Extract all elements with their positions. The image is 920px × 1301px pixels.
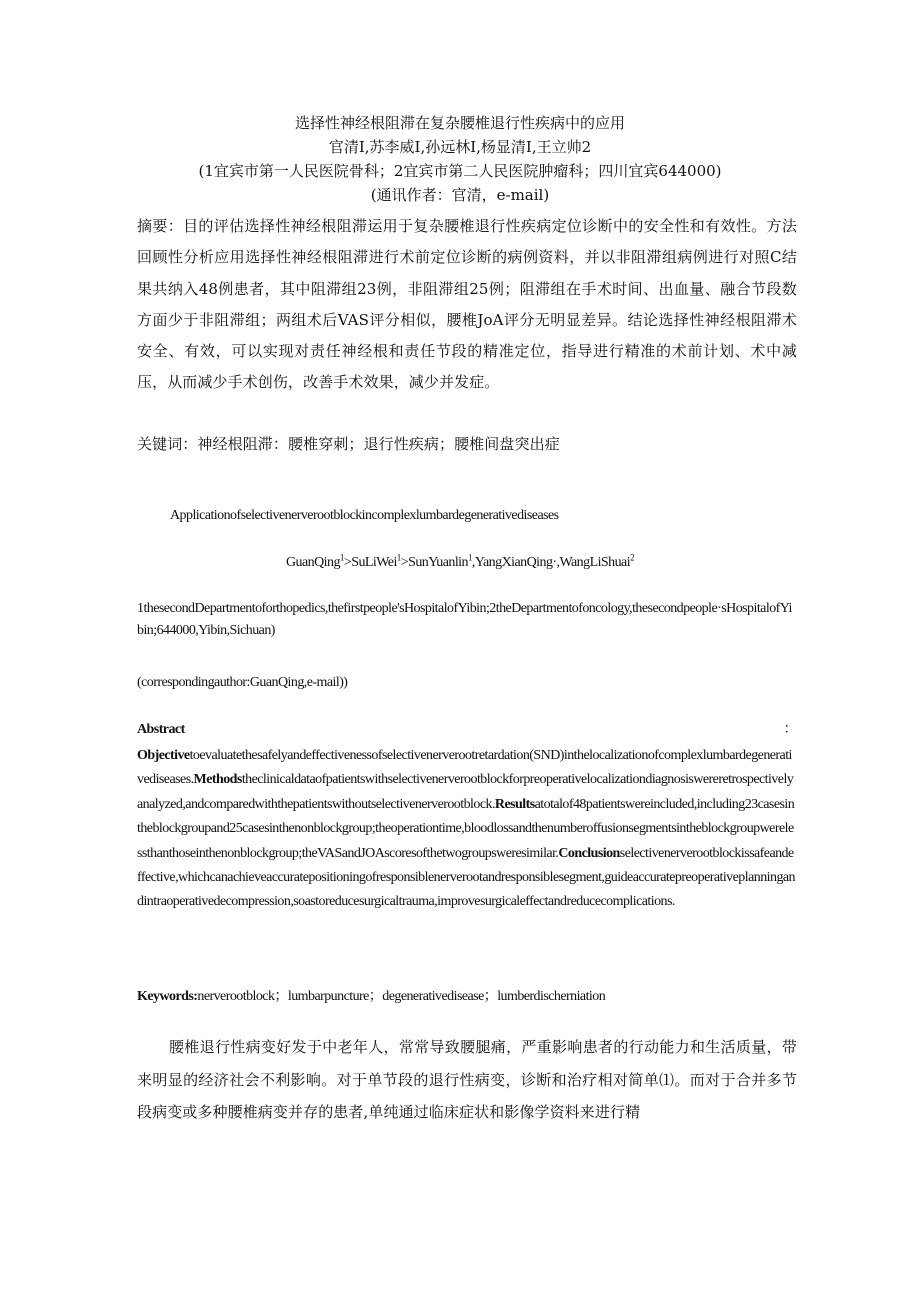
methods-label: Methods [193,772,242,788]
affiliation-zh: (1宜宾市第一人民医院骨科；2宜宾市第二人民医院肿瘤科；四川宜宾644000) [198,162,722,180]
results-label: Results [494,796,535,812]
conclusion-text: selectivenerverootblockissafeandeffective,whichcanachieveaccuratepositioningofresponsiblenerverootandresponsiblesegment,guideaccuratepreoperativeplanningandintraoperativedecompression,soastoreducesurgicaltrauma,improvesurgicaleffectandreducecomplications. [137,845,796,910]
author-en-affiliation-mark: 1 [396,552,401,563]
author-en-name: YangXianQing [474,555,553,570]
abstract-zh: 摘要：目的评估选择性神经根阻滞运用于复杂腰椎退行性疾病定位诊断中的安全性和有效性。方法回顾性分析应用选择性神经根阻滞进行术前定位诊断的病例资料，并以非阻滞组病例进行对照C结果共纳入48例患者，其中阻滞组23例，非阻滞组25例；阻滞组在手术时间、出血量、融合节段数方面少于非阻滞组；两组术后VAS评分相似，腰椎JoA评分无明显差异。结论选择性神经根阻滞术安全、有效，可以实现对责任神经根和责任节段的精准定位，指导进行精准的术前计划、术中减压，从而减少手术创伤，改善手术效果，减少并发症。 [137,217,797,392]
keywords-en-label: Keywords: [137,989,198,1004]
author-en-separator: ·, [552,555,560,570]
authors-en [0,552,920,574]
paper-title-zh: 选择性神经根阻滞在复杂腰椎退行性疾病中的应用 [294,114,625,132]
affiliation-en: 1thesecondDepartmentoforthopedics,thefirstpeople'sHospitalofYibin;2theDepartmentofoncology,thesecondpeople·sHospitalofYibin;644000,Yibin,Sichuan) [137,601,792,638]
abstract-heading-row [137,719,797,741]
author-en-name: SuLiWei [351,555,397,570]
corresponding-author-zh: (通讯作者：官清，e-mail) [370,186,550,204]
author-en-name: WangLiShuai [559,555,631,570]
authors-zh: 官清I,苏李威I,孙远林I,杨显清I,王立帅2 [328,138,592,156]
corresponding-author-en: (correspondingauthor:GuanQing,e-mail)) [137,675,348,690]
objective-text: toevaluatethesafelyandeffectivenessofselectivenerverootretardation(SND)inthelocalizationofcomplexlumbardegenerativediseases. [137,748,792,788]
author-en-name: SunYuanlin [408,555,468,570]
keywords-zh: 关键词：神经根阻滞：腰椎穿刺；退行性疾病；腰椎间盘突出症 [137,435,560,453]
author-en-separator: , [471,555,475,570]
author-en-affiliation-mark: 1 [339,552,344,563]
objective-label: Objective [137,748,190,763]
author-en-affiliation-mark: 2 [630,552,635,563]
keywords-en-text: nerverootblock；lumbarpuncture；degenerativedisease；lumberdischerniation [197,989,606,1004]
paper-title-en: Applicationofselectivenerverootblockincomplexlumbardegenerativediseases [170,508,559,523]
abstract-colon: ： [783,722,797,737]
author-en-separator: > [400,555,409,570]
author-en-affiliation-mark: 1 [467,552,472,563]
author-en-name: GuanQing [285,555,340,570]
conclusion-label: Conclusion [558,845,620,861]
methods-text: theclinicaldataofpatientswithselectivenerverootblockforpreoperativelocalizationdiagnosiswereretrospectivelyanalyzed,andcomparedwiththepatientswithoutselectivenerverootblock. [137,772,794,812]
keywords-en-row [137,986,797,1008]
body-paragraph-zh: 腰椎退行性病变好发于中老年人，常常导致腰腿痛，严重影响患者的行动能力和生活质量，带来明显的经济社会不利影响。对于单节段的退行性病变，诊断和治疗相对简单⑴。而对于合并多节段病变或多种腰椎病变并存的患者,单纯通过临床症状和影像学资料来进行精 [137,1038,797,1121]
abstract-label: Abstract [137,722,185,737]
abstract-en [137,744,797,915]
author-en-separator: > [343,555,352,570]
results-text: atotalof48patientswereincluded,including23casesintheblockgroupand25casesinthenonblockgroup;theoperationtime,bloodlossandthenumberoffusionsegmentsintheblockgroupwerelessthanthoseinthenonblockgroup;theVASandJOAscoresofthetwogroupsweresimilar. [137,796,795,861]
